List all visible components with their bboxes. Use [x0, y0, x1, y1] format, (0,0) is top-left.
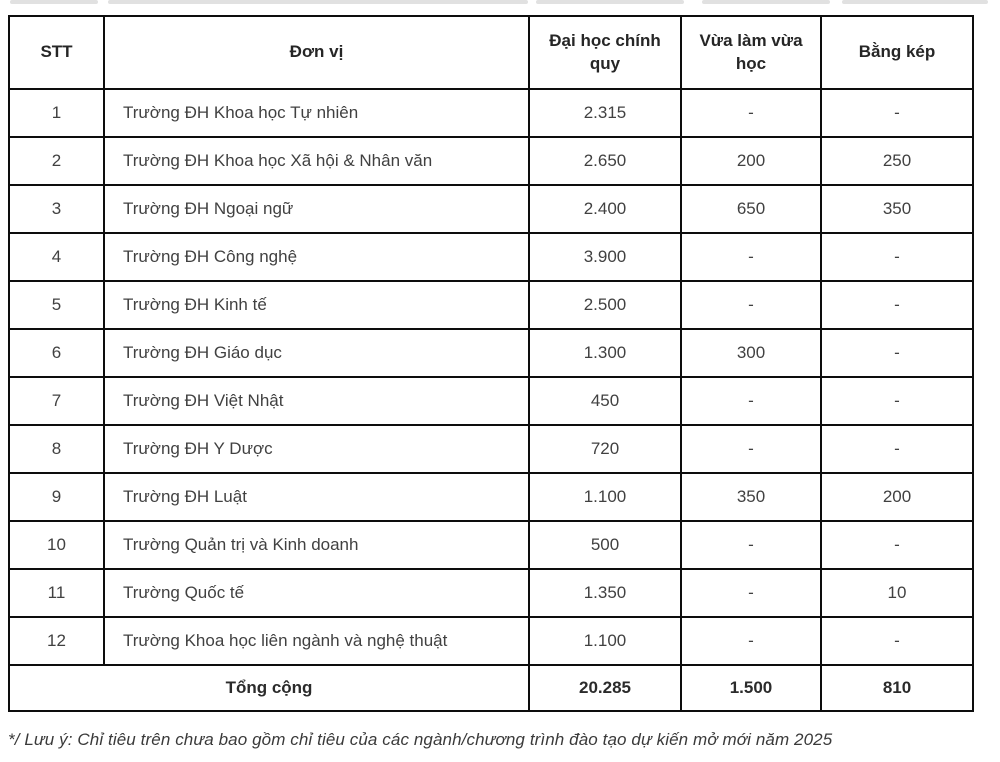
cell-stt: 1 [9, 89, 104, 137]
cell-unit: Trường ĐH Khoa học Xã hội & Nhân văn [104, 137, 529, 185]
cell-unit: Trường Khoa học liên ngành và nghệ thuật [104, 617, 529, 665]
cell-part: - [681, 89, 821, 137]
cell-stt: 2 [9, 137, 104, 185]
column-header-part: Vừa làm vừa học [681, 16, 821, 89]
cell-unit: Trường ĐH Luật [104, 473, 529, 521]
cell-stt: 5 [9, 281, 104, 329]
total-double: 810 [821, 665, 973, 711]
cell-double: - [821, 425, 973, 473]
cell-part: - [681, 233, 821, 281]
cell-unit: Trường Quốc tế [104, 569, 529, 617]
cell-regular: 450 [529, 377, 681, 425]
cell-double: 250 [821, 137, 973, 185]
cell-unit: Trường ĐH Việt Nhật [104, 377, 529, 425]
cell-double: - [821, 521, 973, 569]
cell-regular: 1.350 [529, 569, 681, 617]
header-row [9, 16, 973, 89]
cell-stt: 10 [9, 521, 104, 569]
table-row [9, 89, 973, 137]
table-body [9, 89, 973, 665]
table-row [9, 569, 973, 617]
cell-regular: 3.900 [529, 233, 681, 281]
cell-part: 300 [681, 329, 821, 377]
cell-stt: 11 [9, 569, 104, 617]
table-header [9, 16, 973, 89]
table-row [9, 137, 973, 185]
table-row [9, 377, 973, 425]
cell-double: - [821, 89, 973, 137]
cell-double: - [821, 233, 973, 281]
table-row [9, 185, 973, 233]
table-row [9, 617, 973, 665]
cell-double: - [821, 329, 973, 377]
cropped-text-artifact [0, 0, 1000, 6]
cell-stt: 4 [9, 233, 104, 281]
cell-regular: 2.650 [529, 137, 681, 185]
total-row [9, 665, 973, 711]
cell-double: - [821, 281, 973, 329]
cell-part: - [681, 377, 821, 425]
cell-regular: 1.100 [529, 473, 681, 521]
cell-unit: Trường ĐH Khoa học Tự nhiên [104, 89, 529, 137]
total-part: 1.500 [681, 665, 821, 711]
column-header-unit: Đơn vị [104, 16, 529, 89]
cell-stt: 6 [9, 329, 104, 377]
table-row [9, 329, 973, 377]
cell-double: - [821, 377, 973, 425]
cell-regular: 500 [529, 521, 681, 569]
cell-double: 10 [821, 569, 973, 617]
cell-regular: 2.315 [529, 89, 681, 137]
table-footer [9, 665, 973, 711]
cell-unit: Trường ĐH Kinh tế [104, 281, 529, 329]
cell-part: - [681, 617, 821, 665]
footnote-text: */ Lưu ý: Chỉ tiêu trên chưa bao gồm chỉ tiêu của các ngành/chương trình đào tạo dự kiến mở mới năm 2025 [8, 730, 833, 749]
total-regular: 20.285 [529, 665, 681, 711]
cell-double: - [821, 617, 973, 665]
cell-part: - [681, 569, 821, 617]
cell-part: - [681, 425, 821, 473]
table-row [9, 233, 973, 281]
cell-unit: Trường Quản trị và Kinh doanh [104, 521, 529, 569]
cell-stt: 12 [9, 617, 104, 665]
cell-double: 350 [821, 185, 973, 233]
cell-part: 200 [681, 137, 821, 185]
cell-regular: 1.300 [529, 329, 681, 377]
table-row [9, 425, 973, 473]
column-header-double: Bằng kép [821, 16, 973, 89]
column-header-stt: STT [9, 16, 104, 89]
table-row [9, 281, 973, 329]
cell-unit: Trường ĐH Giáo dục [104, 329, 529, 377]
total-label: Tổng cộng [9, 665, 529, 711]
cell-part: - [681, 281, 821, 329]
cell-part: - [681, 521, 821, 569]
cell-unit: Trường ĐH Công nghệ [104, 233, 529, 281]
table-row [9, 473, 973, 521]
cell-stt: 9 [9, 473, 104, 521]
cell-regular: 2.400 [529, 185, 681, 233]
cell-regular: 720 [529, 425, 681, 473]
cell-double: 200 [821, 473, 973, 521]
cell-regular: 2.500 [529, 281, 681, 329]
cell-part: 350 [681, 473, 821, 521]
enrollment-quota-table [8, 15, 974, 712]
cell-unit: Trường ĐH Y Dược [104, 425, 529, 473]
cell-unit: Trường ĐH Ngoại ngữ [104, 185, 529, 233]
cell-regular: 1.100 [529, 617, 681, 665]
cell-stt: 3 [9, 185, 104, 233]
cell-stt: 7 [9, 377, 104, 425]
cell-part: 650 [681, 185, 821, 233]
cell-stt: 8 [9, 425, 104, 473]
table-row [9, 521, 973, 569]
column-header-regular: Đại học chính quy [529, 16, 681, 89]
